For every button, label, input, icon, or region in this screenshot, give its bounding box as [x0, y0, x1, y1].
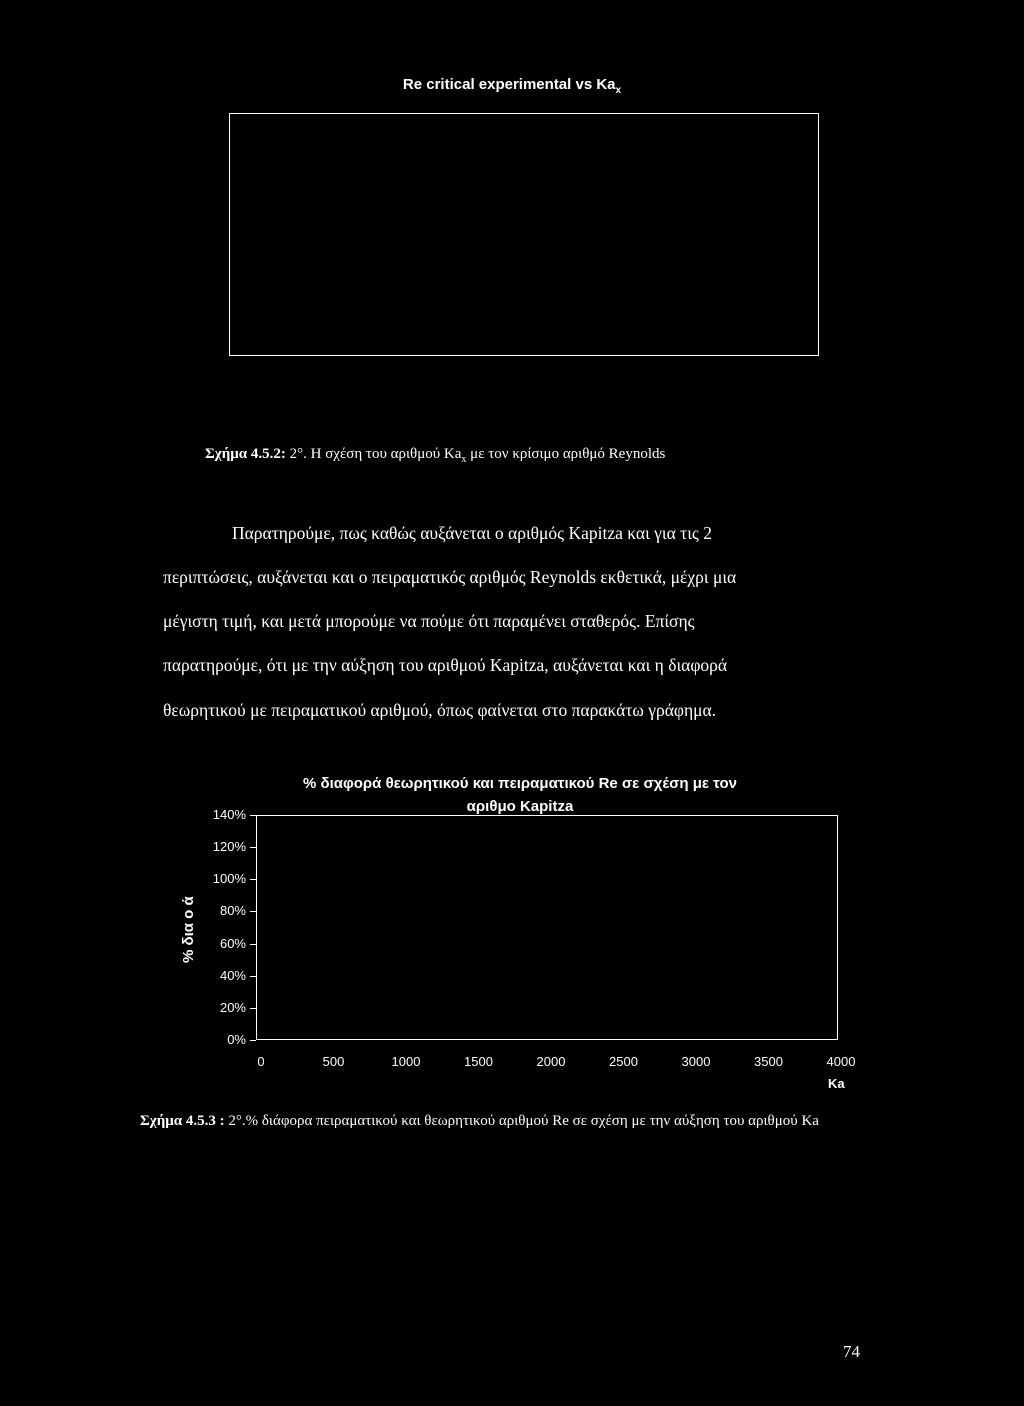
chart1-plot-frame	[229, 113, 819, 356]
chart2-title	[240, 772, 800, 818]
x-tick-label: 2500	[609, 1054, 638, 1069]
figure-caption-2-text: 2°.% διάφορα πειραματικού και θεωρητικού αριθμού Re σε σχέση με την αύξηση του αριθμού Ka	[224, 1113, 819, 1129]
figure-caption-1-subscript: x	[461, 454, 467, 465]
chart2-plot-frame	[256, 815, 838, 1040]
y-tick-label: 40%	[219, 967, 246, 983]
chart1-title	[0, 76, 1024, 96]
chart2-x-axis-label: Ka	[828, 1076, 845, 1091]
y-tick-label: 20%	[219, 999, 246, 1015]
chart2-y-axis-label: % δια ο ά	[180, 896, 197, 963]
y-tick-label: 60%	[219, 935, 246, 951]
figure-caption-1-label: Σχήμα 4.5.2:	[205, 446, 286, 462]
y-tick-mark	[250, 847, 256, 848]
y-tick-label: 80%	[219, 903, 246, 919]
y-tick-mark	[250, 911, 256, 912]
chart1-title-subscript: x	[615, 85, 622, 96]
y-tick-label: 140%	[212, 807, 246, 822]
y-tick-mark	[250, 879, 256, 880]
chart2-title-line1: % διαφορά θεωρητικού και πειραματικού Re σε σχέση με τον	[303, 775, 737, 792]
x-tick-label: 4000	[826, 1054, 856, 1069]
figure-caption-1-text-end: με τον κρίσιμο αριθμό Reynolds	[466, 446, 666, 462]
x-tick-label: 3500	[754, 1054, 783, 1069]
figure-caption-1-text: 2°. Η σχέση του αριθμού Ka	[285, 446, 462, 462]
x-tick-label: 0	[257, 1054, 265, 1069]
figure-caption-2	[140, 1113, 819, 1130]
y-tick-mark	[250, 815, 256, 816]
x-tick-label: 3000	[681, 1054, 711, 1069]
figure-caption-2-label: Σχήμα 4.5.3 :	[140, 1113, 225, 1129]
page-number: 74	[843, 1342, 860, 1361]
paragraph-line: θεωρητικού με πειραματικού αριθμού, όπως φαίνεται στο παρακάτω γράφημα.	[163, 700, 717, 720]
chart2-title-line2: αριθμο Kapitza	[466, 798, 574, 815]
x-tick-label: 1500	[464, 1054, 493, 1069]
figure-caption-1	[205, 446, 665, 465]
y-tick-mark	[250, 944, 256, 945]
paragraph-line: περιπτώσεις, αυξάνεται και ο πειραματικός αριθμός Reynolds εκθετικά, μέχρι μια	[163, 567, 737, 587]
y-tick-mark	[250, 976, 256, 977]
y-tick-mark	[250, 1008, 256, 1009]
y-tick-label: 120%	[212, 839, 246, 855]
y-tick-mark	[250, 1040, 256, 1041]
x-tick-label: 500	[322, 1054, 345, 1069]
y-tick-label: 0%	[227, 1032, 246, 1047]
paragraph-line: παρατηρούμε, ότι με την αύξηση του αριθμού Kapitza, αυξάνεται και η διαφορά	[163, 655, 728, 675]
paragraph-line: μέγιστη τιμή, και μετά μπορούμε να πούμε ότι παραμένει σταθερός. Επίσης	[163, 611, 695, 631]
chart1-title-text: Re critical experimental vs Ka	[402, 76, 616, 93]
paragraph-line: Παρατηρούμε, πως καθώς αυξάνεται ο αριθμός Kapitza και για τις 2	[232, 523, 712, 543]
x-tick-label: 1000	[391, 1054, 421, 1069]
y-tick-label: 100%	[212, 871, 246, 887]
x-tick-label: 2000	[536, 1054, 566, 1069]
